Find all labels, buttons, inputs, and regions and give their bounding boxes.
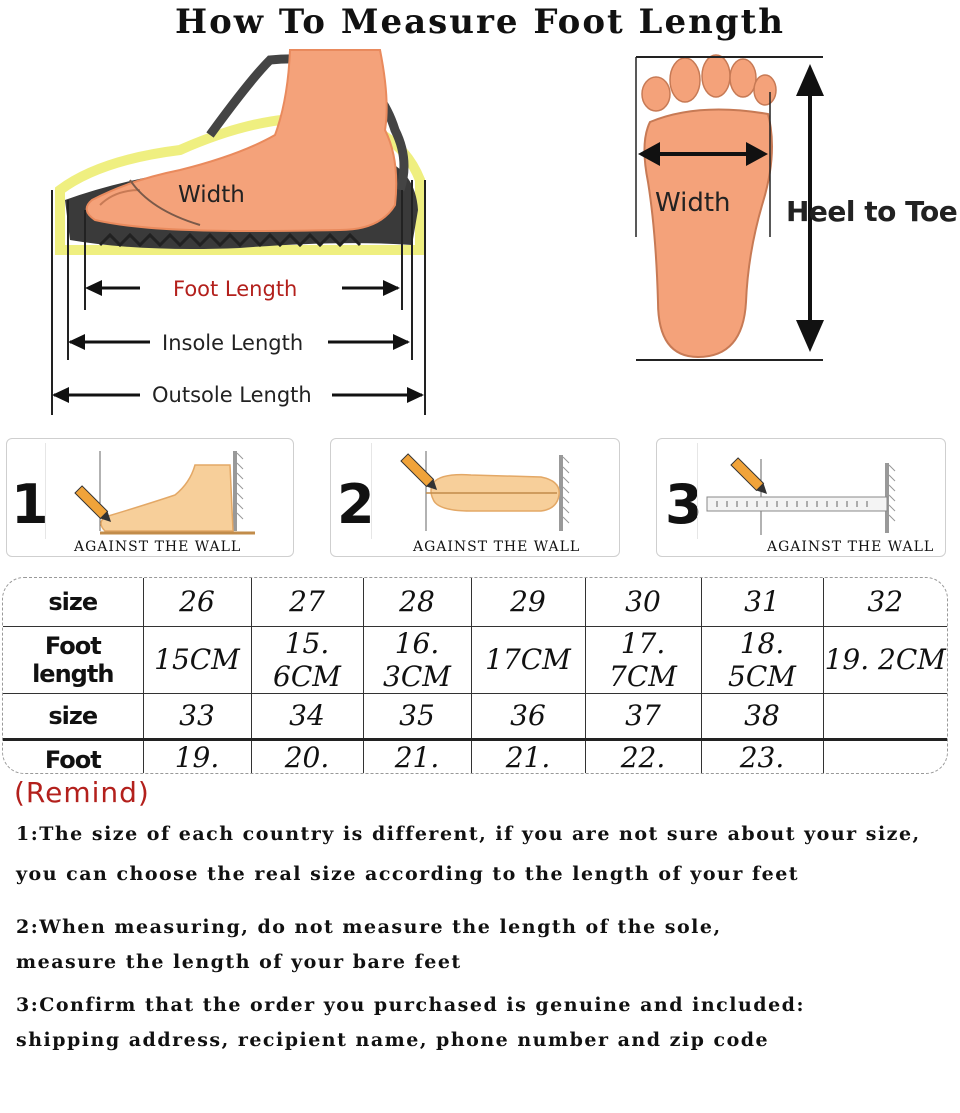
size-cell: 27 bbox=[251, 578, 363, 626]
page-title: How To Measure Foot Length bbox=[175, 2, 785, 42]
length-row-1 bbox=[3, 626, 947, 693]
step-1-caption: AGAINST THE WALL bbox=[74, 539, 242, 555]
step-2-panel bbox=[330, 438, 620, 557]
size-row-1 bbox=[3, 578, 947, 626]
size-header: size bbox=[3, 693, 143, 739]
length-cell: 19. 2CM bbox=[823, 626, 947, 693]
length-cell: 23. bbox=[701, 739, 823, 774]
remind-line-5: 3:Confirm that the order you purchased is genuine and included: bbox=[16, 994, 805, 1016]
length-cell: 19. bbox=[143, 739, 251, 774]
size-table bbox=[2, 577, 948, 774]
length-cell: 18. 5CM bbox=[701, 626, 823, 693]
size-cell: 33 bbox=[143, 693, 251, 739]
step-2-caption: AGAINST THE WALL bbox=[413, 539, 581, 555]
side-foot-illustration bbox=[40, 40, 440, 420]
size-cell: 36 bbox=[471, 693, 585, 739]
step-1-number: 1 bbox=[11, 473, 49, 536]
size-cell: 30 bbox=[585, 578, 701, 626]
step-2-number: 2 bbox=[337, 473, 375, 536]
side-width-label: Width bbox=[178, 182, 245, 208]
size-cell bbox=[823, 693, 947, 739]
size-cell: 32 bbox=[823, 578, 947, 626]
size-cell: 31 bbox=[701, 578, 823, 626]
foot-length-header: Foot bbox=[3, 739, 143, 774]
length-cell: 17. 7CM bbox=[585, 626, 701, 693]
size-cell: 29 bbox=[471, 578, 585, 626]
remind-line-4: measure the length of your bare feet bbox=[16, 951, 462, 973]
length-cell: 17CM bbox=[471, 626, 585, 693]
foot-length-label: Foot Length bbox=[173, 277, 298, 301]
length-cell: 20. bbox=[251, 739, 363, 774]
length-row-2 bbox=[3, 739, 947, 774]
size-cell: 34 bbox=[251, 693, 363, 739]
length-cell: 16. 3CM bbox=[363, 626, 471, 693]
remind-line-6: shipping address, recipient name, phone number and zip code bbox=[16, 1029, 770, 1051]
size-row-2 bbox=[3, 693, 947, 739]
step-3-ruler-icon bbox=[697, 443, 941, 539]
length-cell: 21. bbox=[471, 739, 585, 774]
length-cell: 22. bbox=[585, 739, 701, 774]
step-2-foot-icon bbox=[371, 443, 615, 539]
size-cell: 38 bbox=[701, 693, 823, 739]
step-3-caption: AGAINST THE WALL bbox=[767, 539, 935, 555]
top-width-label: Width bbox=[655, 188, 731, 218]
remind-line-1: 1:The size of each country is different, if you are not sure about your size, bbox=[16, 823, 921, 845]
step-3-panel bbox=[656, 438, 946, 557]
length-cell: 15. 6CM bbox=[251, 626, 363, 693]
heel-to-toe-label: Heel to Toe bbox=[786, 195, 958, 228]
size-cell: 28 bbox=[363, 578, 471, 626]
remind-line-2: you can choose the real size according to the length of your feet bbox=[16, 863, 800, 885]
length-cell bbox=[823, 739, 947, 774]
size-cell: 35 bbox=[363, 693, 471, 739]
length-cell: 15CM bbox=[143, 626, 251, 693]
size-cell: 26 bbox=[143, 578, 251, 626]
size-header: size bbox=[3, 578, 143, 626]
insole-length-label: Insole Length bbox=[162, 331, 304, 355]
length-cell: 21. bbox=[363, 739, 471, 774]
size-cell: 37 bbox=[585, 693, 701, 739]
step-3-number: 3 bbox=[665, 473, 703, 536]
step-1-foot-icon bbox=[45, 443, 291, 539]
remind-line-3: 2:When measuring, do not measure the length of the sole, bbox=[16, 916, 722, 938]
remind-title: (Remind) bbox=[14, 776, 150, 809]
step-1-panel bbox=[6, 438, 294, 557]
foot-length-header: Foot length bbox=[3, 626, 143, 693]
outsole-length-label: Outsole Length bbox=[152, 383, 312, 407]
